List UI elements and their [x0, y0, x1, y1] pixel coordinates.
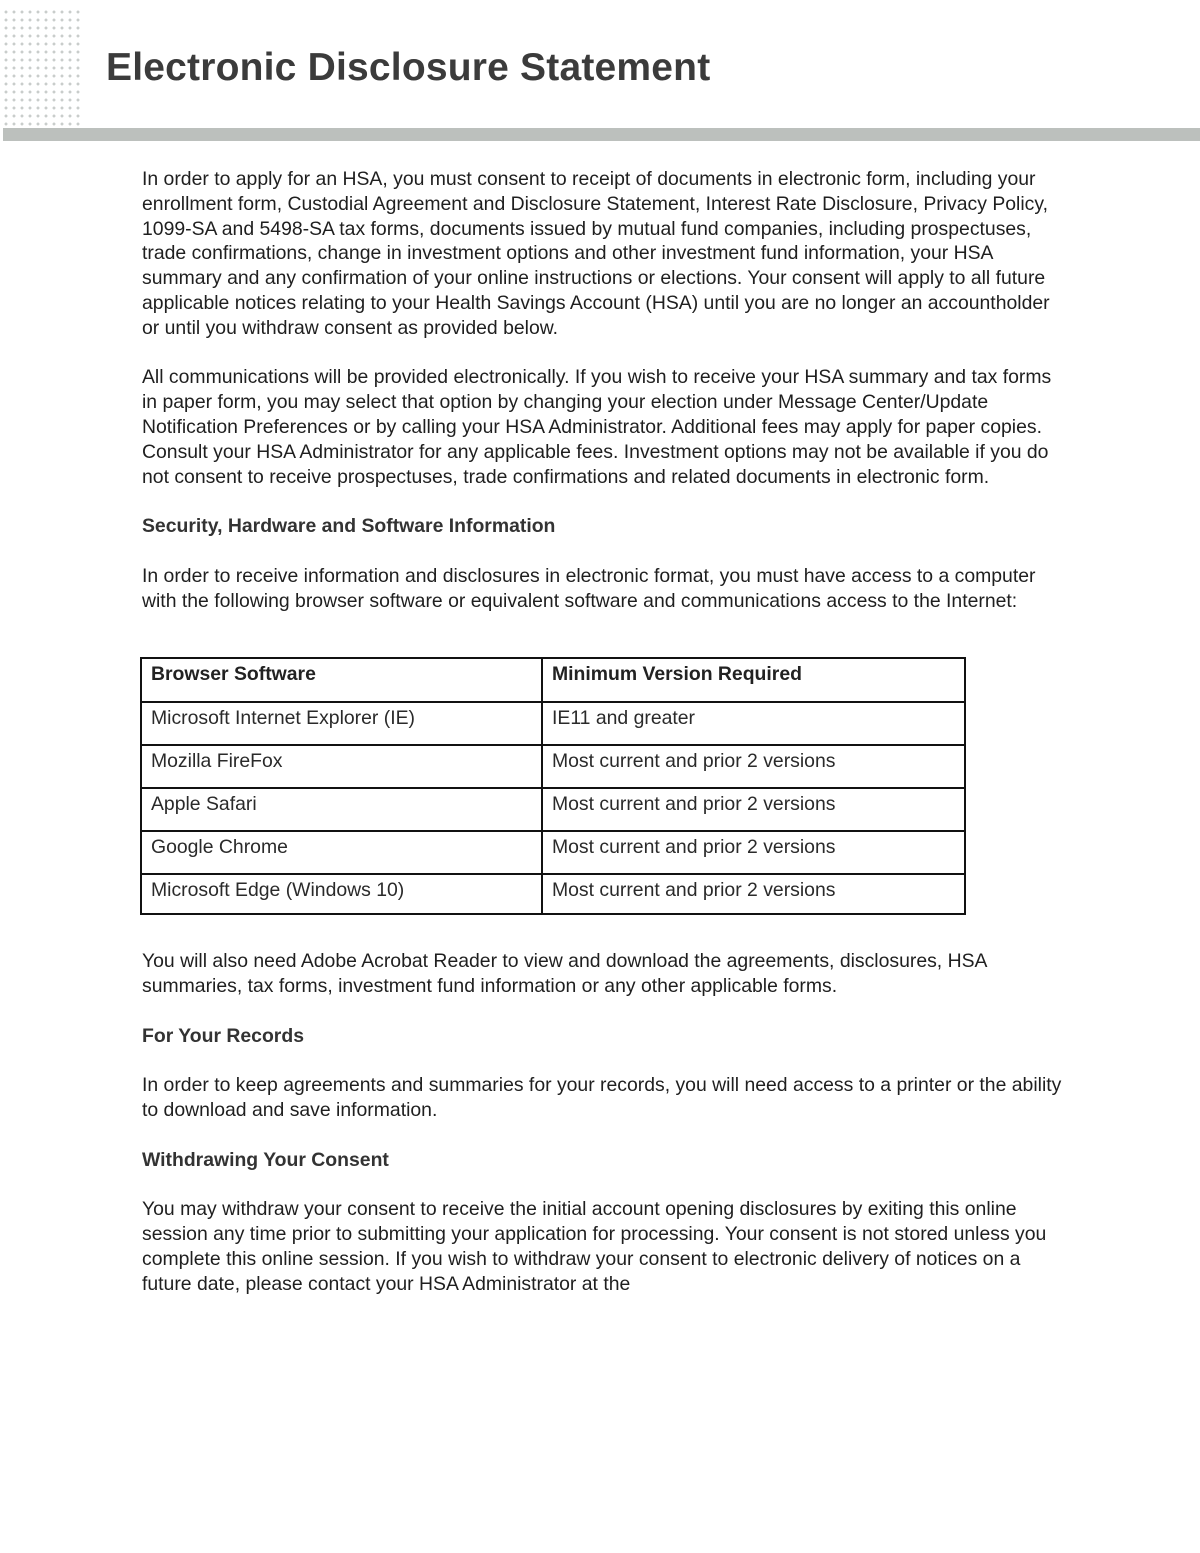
intro-paragraph-2: All communications will be provided electronically. If you wish to receive your HSA summary and tax forms in paper form, you may select that option by changing your election under Message Center/Update Notification Preferences or by calling your HSA Administrator. Additional fees may apply for paper copies. Consult your HSA Administrator for any applicable fees. Investment options may not be available if you do not consent to receive prospectuses, trade confirmations and related documents in electronic form. [142, 366, 1052, 488]
browser-cell: Google Chrome [141, 831, 542, 874]
header-divider-bar [3, 128, 1200, 141]
security-paragraph: In order to receive information and disclosures in electronic format, you must have access to a computer with the following browser software or equivalent software and communications access to the Internet: [142, 564, 1036, 612]
browser-requirements-table [140, 657, 966, 915]
version-cell: Most current and prior 2 versions [542, 874, 965, 914]
browser-cell: Microsoft Edge (Windows 10) [141, 874, 542, 914]
browser-cell: Mozilla FireFox [141, 745, 542, 788]
table-row [141, 702, 965, 745]
table-row [141, 831, 965, 874]
intro-paragraph-1: In order to apply for an HSA, you must consent to receipt of documents in electronic form, including your enrollment form, Custodial Agreement and Disclosure Statement, Interest Rate Disclosure, Privacy Policy, 1099-SA and 5498-SA tax forms, documents issued by mutual fund companies, including prospectuses, trade confirmations, change in investment options and other investment fund information, your HSA summary and any confirmation of your online instructions or elections. Your consent will apply to all future applicable notices relating to your Health Savings Account (HSA) until you are no longer an accountholder or until you withdraw consent as provided below. [142, 168, 1050, 339]
page-title: Electronic Disclosure Statement [106, 46, 711, 89]
header-dot-pattern [0, 6, 80, 130]
table-row [141, 874, 965, 914]
records-paragraph: In order to keep agreements and summaries for your records, you will need access to a printer or the ability to download and save information. [142, 1074, 1062, 1122]
version-cell: IE11 and greater [542, 702, 965, 745]
version-cell: Most current and prior 2 versions [542, 745, 965, 788]
document-body [142, 167, 1062, 1321]
column-header-version: Minimum Version Required [542, 658, 965, 702]
withdraw-paragraph: You may withdraw your consent to receive the initial account opening disclosures by exiting this online session any time prior to submitting your application for processing. Your consent is not stored unless you complete this online session. If you wish to withdraw your consent to electronic delivery of notices on a future date, please contact your HSA Administrator at the [142, 1198, 1047, 1295]
browser-cell: Apple Safari [141, 788, 542, 831]
table-header-row [141, 658, 965, 702]
table-row [141, 788, 965, 831]
column-header-browser: Browser Software [141, 658, 542, 702]
table-row [141, 745, 965, 788]
version-cell: Most current and prior 2 versions [542, 831, 965, 874]
acrobat-paragraph: You will also need Adobe Acrobat Reader to view and download the agreements, disclosures, HSA summaries, tax forms, investment fund information or any other applicable forms. [142, 950, 987, 998]
records-heading: For Your Records [142, 1024, 304, 1047]
security-heading: Security, Hardware and Software Information [142, 515, 556, 538]
browser-cell: Microsoft Internet Explorer (IE) [141, 702, 542, 745]
version-cell: Most current and prior 2 versions [542, 788, 965, 831]
withdraw-heading: Withdrawing Your Consent [142, 1148, 389, 1171]
